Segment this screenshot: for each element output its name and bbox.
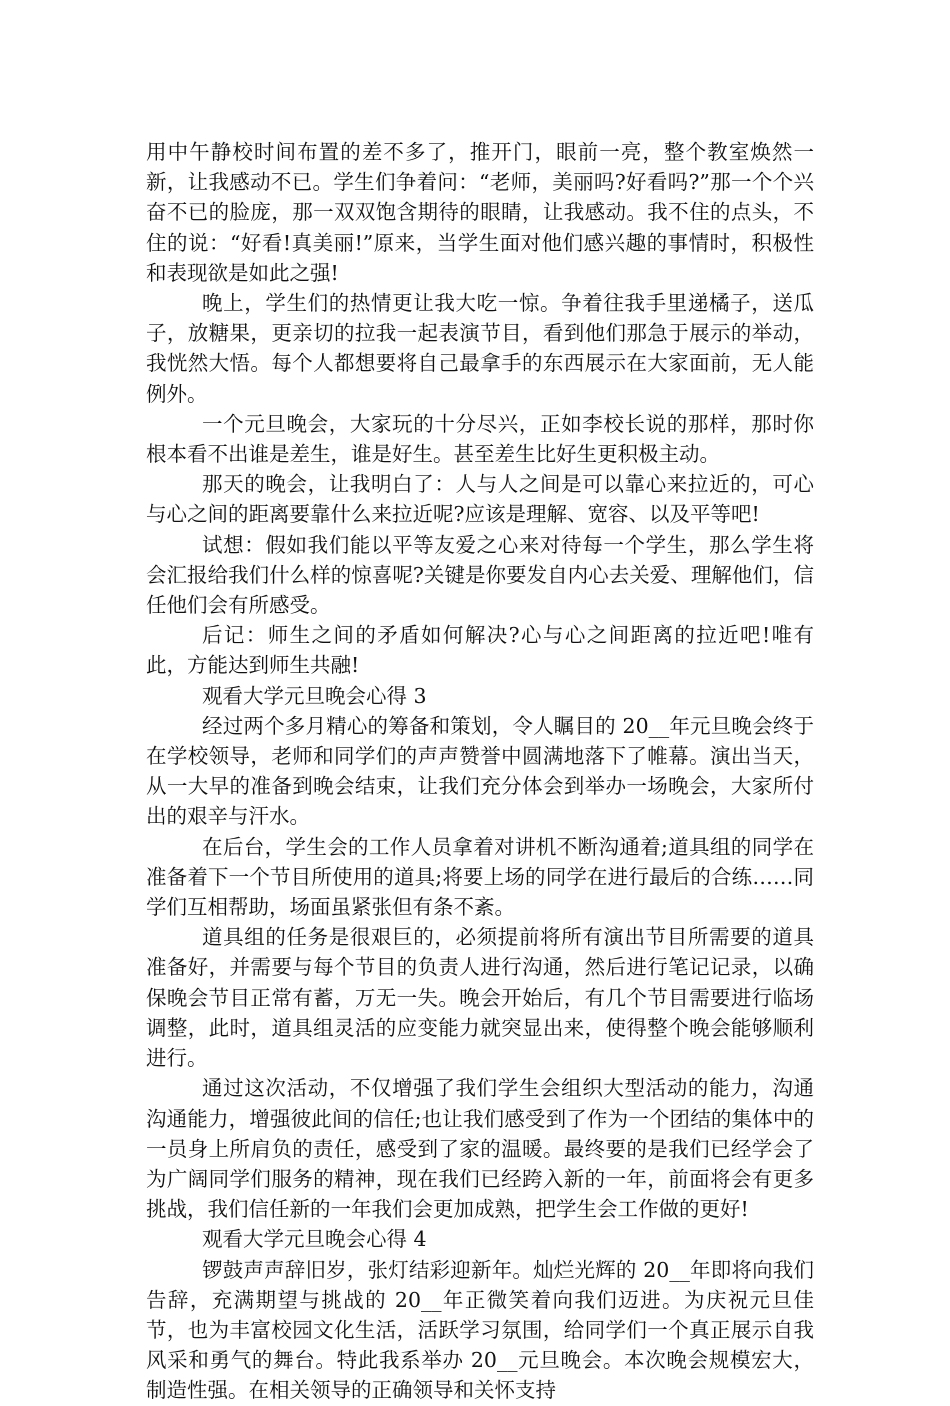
paragraph: 锣鼓声声辞旧岁，张灯结彩迎新年。灿烂光辉的 20__年即将向我们告辞，充满期望与挑战的 20__年正微笑着向我们迈进。为庆祝元旦佳节，也为丰富校园文化生活，活跃学习氛围，给同学们一个真正展示自我风采和勇气的舞台。特此我系举办 20__元旦晚会。本次晚会规模宏大，制造性强。在相关领导的正确领导和关怀支持 bbox=[146, 1257, 814, 1403]
paragraph: 那天的晚会，让我明白了：人与人之间是可以靠心来拉近的，可心与心之间的距离要靠什么来拉近呢?应该是理解、宽容、以及平等吧! bbox=[146, 472, 814, 527]
paragraph: 用中午静校时间布置的差不多了，推开门，眼前一亮，整个教室焕然一新，让我感动不已。学生们争着问：“老师，美丽吗?好看吗?”那一个个兴奋不已的脸庞，那一双双饱含期待的眼睛，让我感动。我不住的点头，不住的说：“好看!真美丽!”原来，当学生面对他们感兴趣的事情时，积极性和表现欲是如此之强! bbox=[146, 140, 814, 285]
paragraph: 一个元旦晚会，大家玩的十分尽兴，正如李校长说的那样，那时你根本看不出谁是差生，谁是好生。甚至差生比好生更积极主动。 bbox=[146, 411, 814, 467]
paragraph: 晚上，学生们的热情更让我大吃一惊。争着往我手里递橘子，送瓜子，放糖果，更亲切的拉我一起表演节目，看到他们那急于展示的举动，我恍然大悟。每个人都想要将自己最拿手的东西展示在大家面前，无人能例外。 bbox=[146, 291, 814, 406]
document-page bbox=[146, 137, 814, 1406]
section-heading: 观看大学元旦晚会心得 4 bbox=[202, 1227, 427, 1252]
paragraph: 经过两个多月精心的筹备和策划，令人瞩目的 20__年元旦晚会终于在学校领导，老师和同学们的声声赞誉中圆满地落下了帷幕。演出当天，从一大早的准备到晚会结束，让我们充分体会到举办一场晚会，大家所付出的艰辛与汗水。 bbox=[146, 713, 814, 829]
paragraph: 试想：假如我们能以平等友爱之心来对待每一个学生，那么学生将会汇报给我们什么样的惊喜呢?关键是你要发自内心去关爱、理解他们，信任他们会有所感受。 bbox=[146, 532, 814, 618]
paragraph: 在后台，学生会的工作人员拿着对讲机不断沟通着;道具组的同学在准备着下一个节目所使用的道具;将要上场的同学在进行最后的合练……同学们互相帮助，场面虽紧张但有条不紊。 bbox=[146, 834, 814, 920]
paragraph: 道具组的任务是很艰巨的，必须提前将所有演出节目所需要的道具准备好，并需要与每个节目的负责人进行沟通，然后进行笔记记录，以确保晚会节目正常有蓄，万无一失。晚会开始后，有几个节目需要进行临场调整，此时，道具组灵活的应变能力就突显出来，使得整个晚会能够顺利进行。 bbox=[146, 925, 814, 1071]
paragraph: 后记：师生之间的矛盾如何解决?心与心之间距离的拉近吧!唯有此，方能达到师生共融! bbox=[146, 623, 814, 678]
paragraph: 通过这次活动，不仅增强了我们学生会组织大型活动的能力，沟通沟通能力，增强彼此间的信任;也让我们感受到了作为一个团结的集体中的一员身上所肩负的责任，感受到了家的温暖。最终要的是我们已经学会了为广阔同学们服务的精神，现在我们已经跨入新的一年，前面将会有更多挑战，我们信任新的一年我们会更加成熟，把学生会工作做的更好! bbox=[146, 1076, 814, 1222]
section-heading: 观看大学元旦晚会心得 3 bbox=[202, 683, 427, 708]
